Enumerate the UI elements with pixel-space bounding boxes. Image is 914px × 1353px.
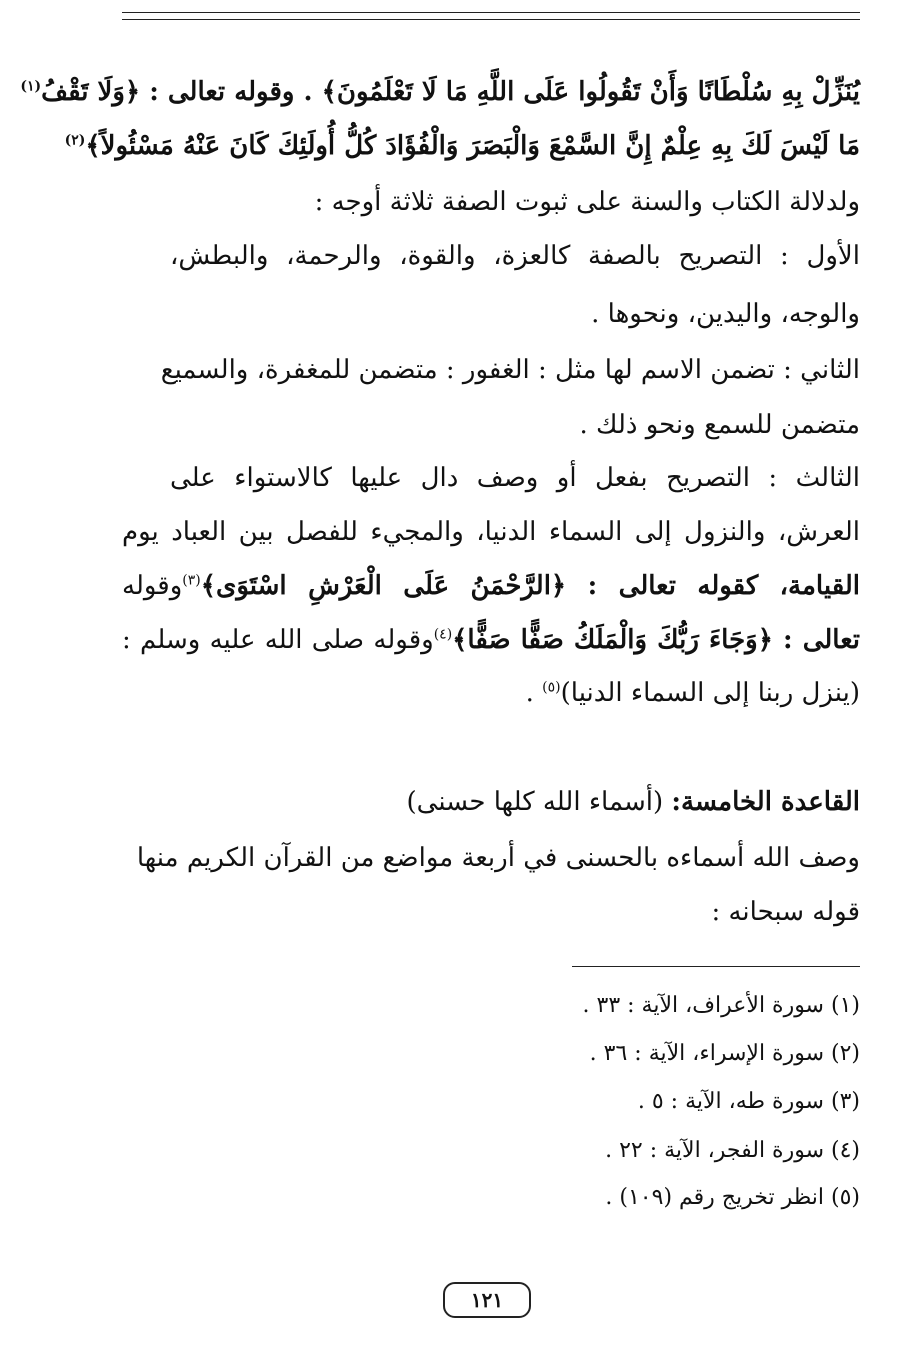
body-line-7: متضمن للسمع ونحو ذلك . [579,410,860,440]
footnote-4: (٤) سورة الفجر، الآية : ٢٢ . [605,1138,860,1163]
body-line-13: وصف الله أسماءه بالحسنى في أربعة مواضع من القرآن الكريم منها [136,843,860,873]
footnote-ref-1: (١) [20,78,42,95]
body-line-12: (ينزل ربنا إلى السماء الدنيا)$^{(٥)}$ . [525,678,860,708]
body-line-4: الأول : التصريح بالصفة كالعزة، والقوة، والرحمة، والبطش، [170,241,860,271]
footnote-3: (٣) سورة طه، الآية : ٥ . [637,1089,860,1114]
body-line-9: العرش، والنزول إلى السماء الدنيا، والمجيء للفصل بين العباد يوم [122,517,860,547]
footnote-1: (١) سورة الأعراف، الآية : ٣٣ . [582,993,860,1018]
header-rule-bottom [122,19,860,20]
body-line-3: ولدلالة الكتاب والسنة على ثبوت الصفة ثلاثة أوجه : [314,187,860,217]
header-rule-top [122,12,860,13]
body-line-6: الثاني : تضمن الاسم لها مثل : الغفور : متضمن للمغفرة، والسميع [160,355,860,385]
footnote-ref-2: (٢) [64,132,86,149]
footnote-5: (٥) انظر تخريج رقم (١٠٩) . [605,1185,860,1210]
page-number: ١٢١ [443,1282,531,1318]
body-line-2: مَا لَيْسَ لَكَ بِهِ عِلْمٌ إِنَّ السَّمْعَ وَالْبَصَرَ وَالْفُؤَادَ كُلُّ أُولَئِكَ كَانَ عَنْهُ مَسْئُولاً﴾$^{(٢)}$ [64,131,860,161]
section-heading-label: القاعدة الخامسة: [671,787,860,817]
body-line-10: القيامة، كقوله تعالى : ﴿الرَّحْمَنُ عَلَى الْعَرْشِ اسْتَوَى﴾$^{(٣)}$وقوله [122,571,860,601]
body-line-11: تعالى : ﴿وَجَاءَ رَبُّكَ وَالْمَلَكُ صَفًّا صَفًّا﴾$^{(٤)}$وقوله صلى الله عليه وسلم : [122,625,860,655]
footnote-separator [572,966,860,967]
footnote-2: (٢) سورة الإسراء، الآية : ٣٦ . [589,1041,860,1066]
section-heading [122,782,860,822]
footnote-ref-3: (٣) [182,572,201,589]
section-heading-text: (أسماء الله كلها حسنى) [406,787,672,817]
footnote-ref-5: (٥) [542,679,561,696]
body-line-5: والوجه، واليدين، ونحوها . [591,299,860,329]
body-line-14: قوله سبحانه : [711,897,860,927]
body-line-8: الثالث : التصريح بفعل أو وصف دال عليها كالاستواء على [170,463,860,493]
body-line-1: يُنَزِّلْ بِهِ سُلْطَانًا وَأَنْ تَقُولُوا عَلَى اللَّهِ مَا لَا تَعْلَمُونَ﴾ . وقوله تعالى : ﴿وَلَا تَقْفُ$^{(١)}$ [20,77,860,107]
footnote-ref-4: (٤) [433,626,453,643]
